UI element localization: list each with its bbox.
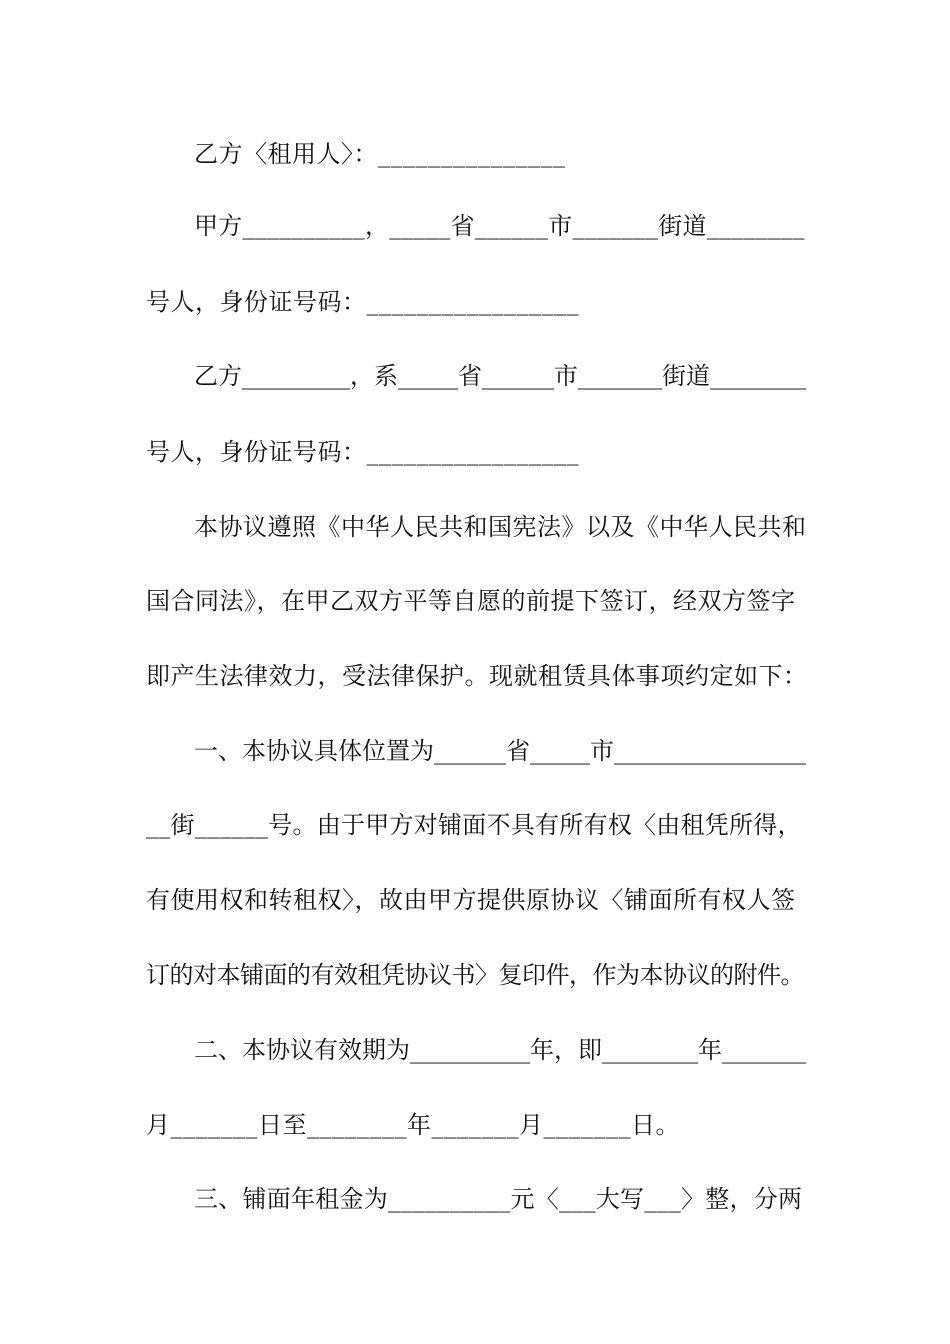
lessee-label-line: 乙方〈租用人〉：_______________ xyxy=(194,140,566,168)
clause-3-line-1: 三、铺面年租金为__________元〈___大写___〉整，分两 xyxy=(194,1185,803,1213)
party-a-id-line: 号人，身份证号码：_________________ xyxy=(146,288,579,316)
clause-1-line-1: 一、本协议具体位置为______省_____市________________ xyxy=(194,737,806,765)
preamble-line-2: 国合同法》，在甲乙双方平等自愿的前提下签订，经双方签字 xyxy=(146,587,796,615)
clause-1-line-2: __街______号。由于甲方对铺面不具有所有权〈由租凭所得， xyxy=(146,811,802,839)
clause-2-line-1: 二、本协议有效期为__________年，即________年_______ xyxy=(194,1036,806,1064)
clause-2-line-2: 月_______日至________年_______月_______日。 xyxy=(146,1111,680,1139)
party-b-id-line: 号人，身份证号码：_________________ xyxy=(146,438,579,466)
party-b-address-line: 乙方_________，系_____省______市_______街道________ xyxy=(194,362,806,390)
preamble-line-1: 本协议遵照《中华人民共和国宪法》以及《中华人民共和 xyxy=(194,513,807,541)
clause-1-line-4: 订的对本铺面的有效租凭协议书〉复印件，作为本协议的附件。 xyxy=(146,961,804,989)
clause-1-line-3: 有使用权和转租权〉，故由甲方提供原协议〈铺面所有权人签 xyxy=(146,886,796,914)
preamble-line-3: 即产生法律效力，受法律保护。现就租赁具体事项约定如下： xyxy=(146,662,808,690)
party-a-address-line: 甲方__________，_____省______市_______街道________ xyxy=(194,212,805,240)
